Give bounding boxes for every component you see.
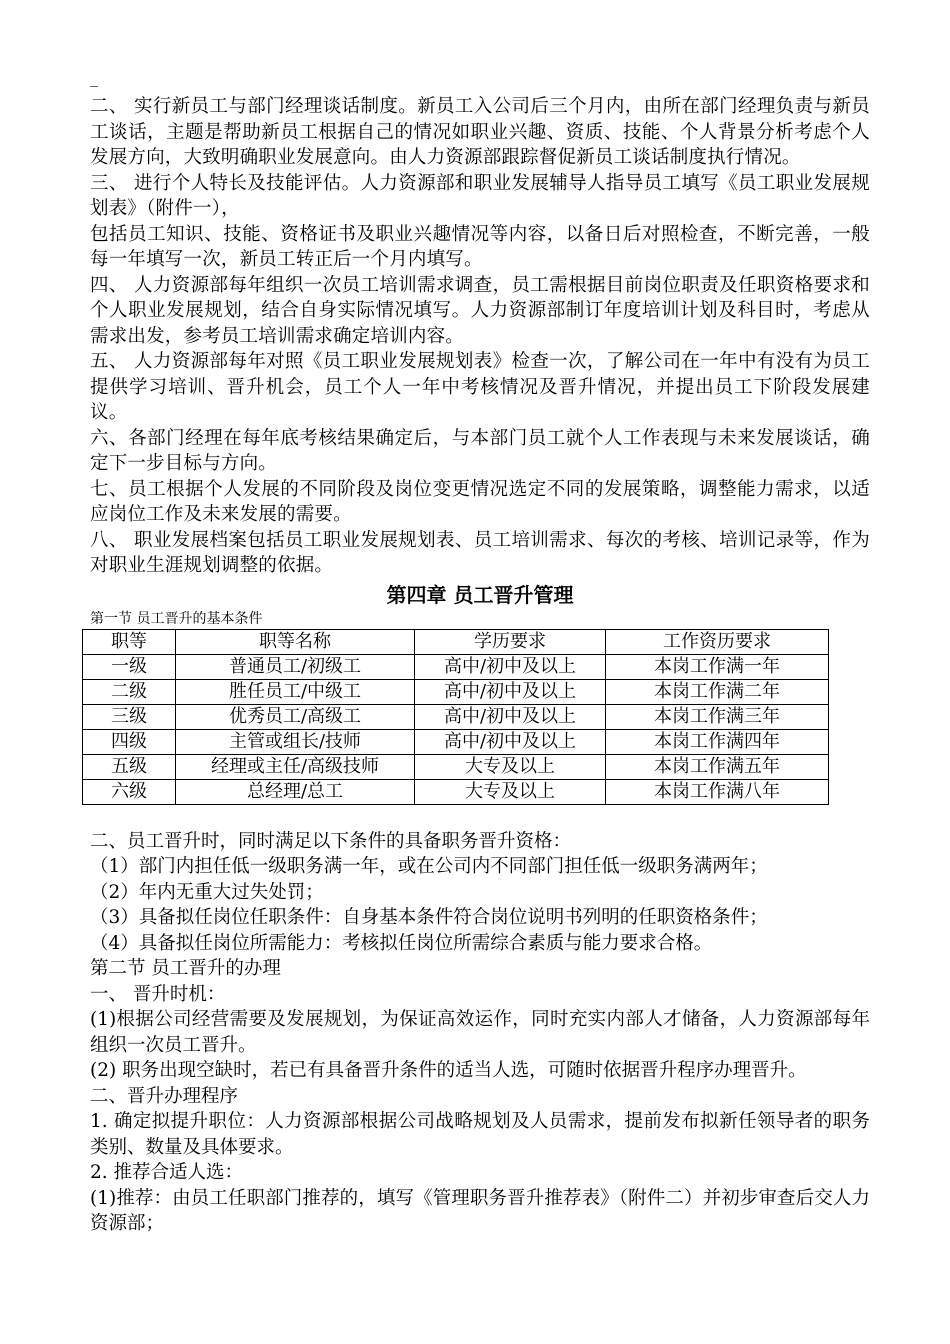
table-row (83, 704, 829, 729)
table-cell: 三级 (83, 704, 176, 729)
qualification-item-2: （2）年内无重大过失处罚； (90, 881, 324, 903)
table-cell: 本岗工作满一年 (606, 654, 829, 679)
table-cell: 本岗工作满三年 (606, 704, 829, 729)
table-cell: 高中/初中及以上 (415, 679, 606, 704)
table-header: 学历要求 (415, 629, 606, 654)
table-header-row (83, 629, 829, 654)
table-cell: 主管或组长/技师 (176, 729, 415, 754)
top-mark: _ (90, 68, 98, 87)
qualification-item-1: （1）部门内担任低一级职务满一年，或在公司内不同部门担任低一级职务满两年； (90, 856, 768, 877)
table-row (83, 779, 829, 804)
table-cell: 高中/初中及以上 (415, 729, 606, 754)
table-cell: 本岗工作满四年 (606, 729, 829, 754)
paragraph-4: 四、 人力资源部每年组织一次员工培训需求调查，员工需根据目前岗位职责及任职资格要求和个人职业发展规划，结合自身实际情况填写。人力资源部制订年度培训计划及科目时，考虑从需求出发，参考员工培训需求确定培训内容。 (90, 274, 870, 347)
table-cell: 胜任员工/中级工 (176, 679, 415, 704)
table-cell: 五级 (83, 754, 176, 779)
table-cell: 一级 (83, 654, 176, 679)
promotion-grade-table (82, 629, 829, 805)
table-cell: 四级 (83, 729, 176, 754)
document-page (90, 68, 870, 1237)
table-cell: 大专及以上 (415, 779, 606, 804)
paragraph-2: 二、 实行新员工与部门经理谈话制度。新员工入公司后三个月内，由所在部门经理负责与新员工谈话，主题是帮助新员工根据自己的情况如职业兴趣、资质、技能、个人背景分析考虑个人发展方向，大致明确职业发展意向。由人力资源部跟踪督促新员工谈话制度执行情况。 (90, 96, 870, 168)
procedure-step-2: 2. 推荐合适人选： (90, 1162, 244, 1183)
promotion-timing-2: (2) 职务出现空缺时，若已有具备晋升条件的适当人选，可随时依据晋升程序办理晋升。 (90, 1060, 807, 1081)
paragraph-3-cont: 包括员工知识、技能、资格证书及职业兴趣情况等内容，以备日后对照检查，不断完善，一般每一年填写一次，新员工转正后一个月内填写。 (90, 223, 870, 270)
procedure-step-1: 1. 确定拟提升职位：人力资源部根据公司战略规划及人员需求，提前发布拟新任领导者的职务类别、数量及具体要求。 (90, 1111, 870, 1158)
qualification-item-4: （4）具备拟任岗位所需能力：考核拟任岗位所需综合素质与能力要求合格。 (90, 932, 713, 954)
table-header: 职等 (83, 629, 176, 654)
table-cell: 普通员工/初级工 (176, 654, 415, 679)
table-cell: 高中/初中及以上 (415, 654, 606, 679)
paragraph-6: 六、各部门经理在每年底考核结果确定后，与本部门员工就个人工作表现与未来发展谈话，确定下一步目标与方向。 (90, 427, 870, 474)
chapter-title: 第四章 员工晋升管理 (386, 582, 574, 607)
table-header: 工作资历要求 (606, 629, 829, 654)
table-row (83, 679, 829, 704)
paragraph-7: 七、员工根据个人发展的不同阶段及岗位变更情况选定不同的发展策略，调整能力需求，以适应岗位工作及未来发展的需要。 (90, 478, 870, 525)
paragraph-5: 五、 人力资源部每年对照《员工职业发展规划表》检查一次，了解公司在一年中有没有为员工提供学习培训、晋升机会，员工个人一年中考核情况及晋升情况，并提出员工下阶段发展建议。 (90, 351, 870, 423)
table-row (83, 654, 829, 679)
paragraph-8: 八、 职业发展档案包括员工职业发展规划表、员工培训需求、每次的考核、培训记录等，作为对职业生涯规划调整的依据。 (90, 529, 870, 576)
table-row (83, 729, 829, 754)
table-cell: 高中/初中及以上 (415, 704, 606, 729)
table-header: 职等名称 (176, 629, 415, 654)
table-cell: 二级 (83, 679, 176, 704)
table-row (83, 754, 829, 779)
table-cell: 总经理/总工 (176, 779, 415, 804)
table-cell: 优秀员工/高级工 (176, 704, 415, 729)
procedure-step-2-1: (1)推荐：由员工任职部门推荐的，填写《管理职务晋升推荐表》（附件二）并初步审查后交人力资源部； (90, 1187, 870, 1234)
promotion-qualification-intro: 二、员工晋升时，同时满足以下条件的具备职务晋升资格： (90, 830, 572, 852)
table-cell: 大专及以上 (415, 754, 606, 779)
promotion-timing-1: (1)根据公司经营需要及发展规划，为保证高效运作，同时充实内部人才储备，人力资源部每年组织一次员工晋升。 (90, 1009, 870, 1056)
paragraph-3: 三、 进行个人特长及技能评估。人力资源部和职业发展辅导人指导员工填写《员工职业发展规划表》（附件一）， (90, 172, 870, 219)
qualification-item-3: （3）具备拟任岗位任职条件：自身基本条件符合岗位说明书列明的任职资格条件； (90, 907, 768, 928)
section-title-1: 第一节 员工晋升的基本条件 (90, 610, 263, 627)
table-cell: 六级 (83, 779, 176, 804)
promotion-timing-heading: 一、 晋升时机： (90, 983, 226, 1005)
procedure-heading: 二、晋升办理程序 (90, 1085, 239, 1107)
table-cell: 本岗工作满二年 (606, 679, 829, 704)
section-title-2: 第二节 员工晋升的办理 (90, 958, 281, 979)
spacer (90, 805, 870, 829)
table-cell: 经理或主任/高级技师 (176, 754, 415, 779)
table-cell: 本岗工作满八年 (606, 779, 829, 804)
table-cell: 本岗工作满五年 (606, 754, 829, 779)
